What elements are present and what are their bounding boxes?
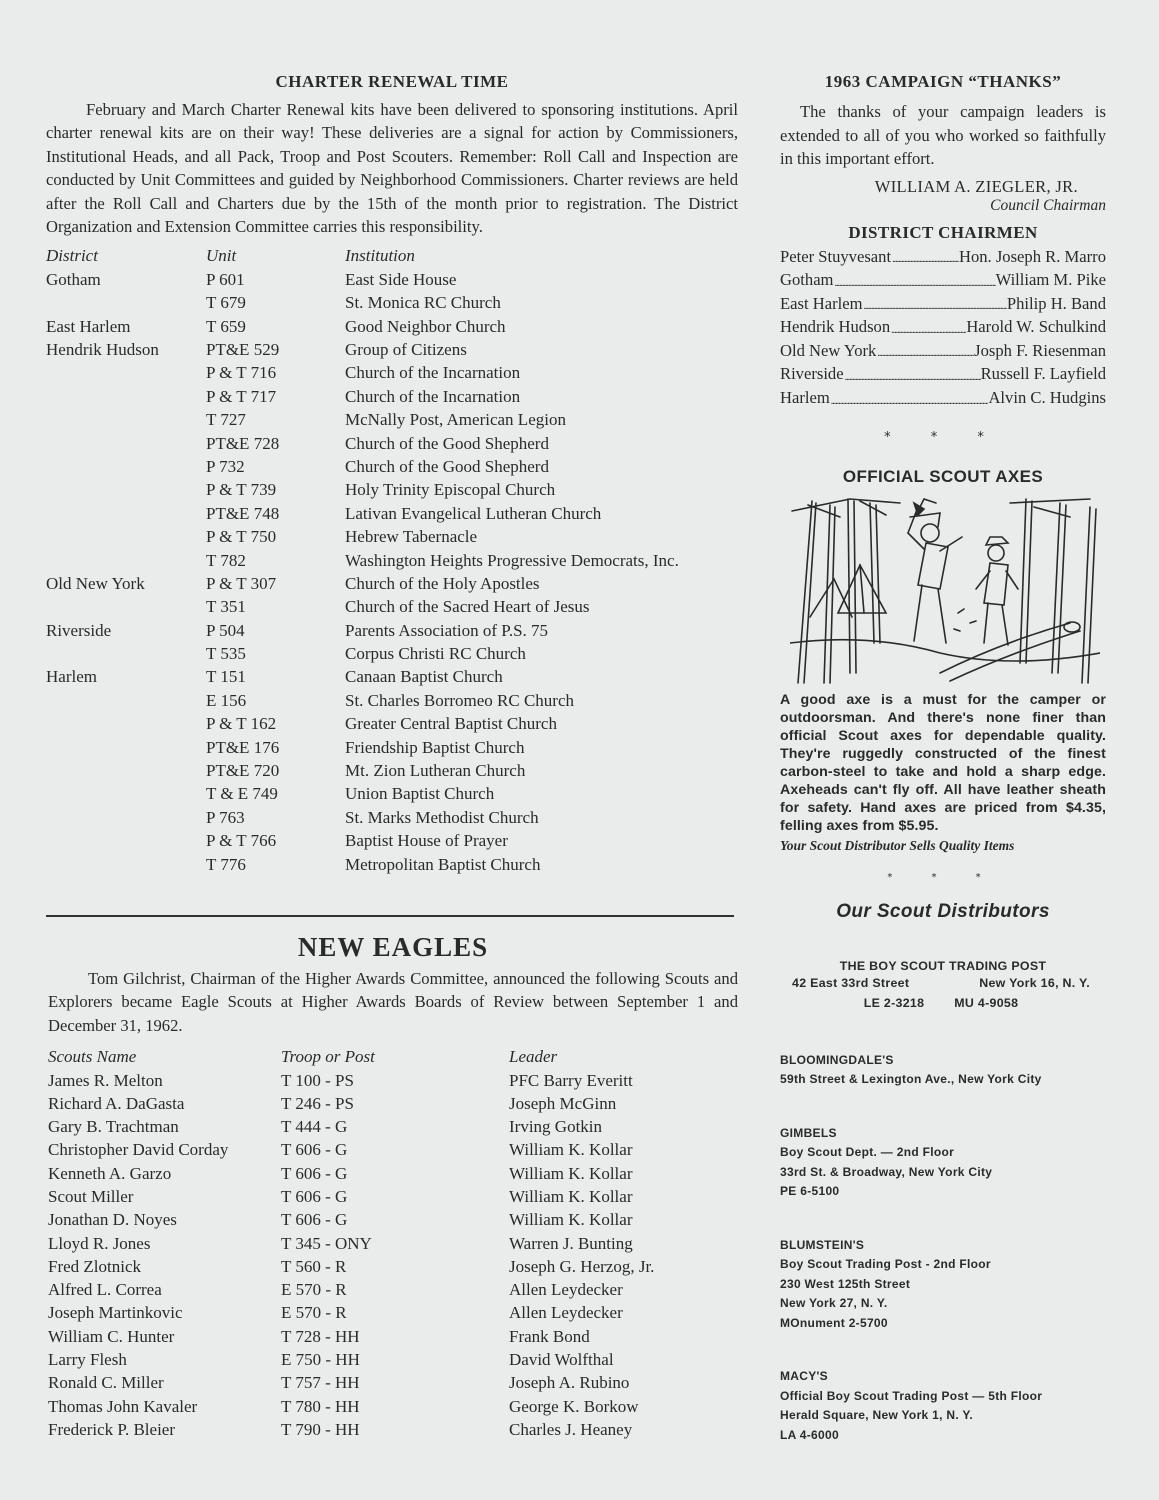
chairman-row [780, 245, 1106, 269]
store-entry [780, 1051, 1106, 1090]
trading-post-city: New York 16, N. Y. [979, 975, 1090, 990]
chairman-district: Harlem [780, 388, 830, 408]
eagle-leader: Allen Leydecker [509, 1280, 623, 1300]
charter-renewal-section [46, 72, 738, 876]
chairman-name: Alvin C. Hudgins [988, 388, 1106, 408]
charter-row [46, 829, 738, 852]
eagle-leader: Frank Bond [509, 1326, 590, 1346]
eagle-troop: T 606 - G [281, 1140, 348, 1160]
eagle-leader: Joseph A. Rubino [509, 1373, 630, 1393]
store-entry [780, 1236, 1106, 1334]
trading-post-phone-1: LE 2-3218 [863, 995, 925, 1010]
chairman-district: Riverside [780, 364, 844, 384]
eagle-row [48, 1185, 738, 1208]
charter-row [46, 689, 738, 712]
eagle-troop: E 570 - R [281, 1280, 347, 1300]
chairman-district: Old New York [780, 340, 877, 360]
eagle-leader: Allen Leydecker [509, 1303, 623, 1323]
charter-unit: P & T 716 [206, 363, 277, 383]
charter-heading: CHARTER RENEWAL TIME [275, 72, 509, 91]
eagle-troop: T 757 - HH [281, 1373, 360, 1393]
charter-row [46, 525, 738, 548]
charter-unit: P 763 [206, 807, 245, 827]
eagle-scout-name: Gary B. Trachtman [48, 1117, 179, 1137]
store-entry [780, 1124, 1106, 1202]
trading-post-name: THE BOY SCOUT TRADING POST [839, 958, 1047, 973]
charter-institution: Group of Citizens [345, 340, 467, 359]
thanks-heading: 1963 CAMPAIGN “THANKS” [824, 72, 1062, 91]
charter-institution: Parents Association of P.S. 75 [345, 620, 549, 640]
chairman-name: Harold W. Schulkind [966, 317, 1106, 337]
eagle-troop: T 560 - R [281, 1256, 347, 1276]
leader-dots [862, 299, 1006, 315]
charter-table [46, 244, 738, 876]
eagle-row [48, 1115, 738, 1138]
eagle-scout-name: Frederick P. Bleier [48, 1419, 175, 1439]
col-leader: Leader [509, 1047, 558, 1067]
separator-stars-2: * * * [887, 871, 999, 883]
district-chairmen-list [780, 245, 1106, 410]
charter-institution: Church of the Sacred Heart of Jesus [345, 597, 590, 617]
chairman-name: Philip H. Band [1006, 293, 1106, 313]
charter-unit: PT&E 720 [206, 761, 280, 781]
eagle-troop: T 100 - PS [281, 1070, 354, 1090]
eagle-leader: Joseph McGinn [509, 1093, 617, 1113]
store-line: Official Boy Scout Trading Post — 5th Floor [780, 1388, 1043, 1403]
charter-institution: Church of the Good Shepherd [345, 456, 549, 476]
charter-institution: Corpus Christi RC Church [345, 644, 526, 664]
axes-heading: OFFICIAL SCOUT AXES [842, 466, 1044, 486]
charter-row [46, 408, 738, 431]
charter-institution: Canaan Baptist Church [345, 667, 503, 687]
leader-dots [844, 370, 981, 386]
charter-district: East Harlem [46, 316, 131, 336]
store-line: 33rd St. & Broadway, New York City [780, 1164, 993, 1179]
district-chairmen-heading: DISTRICT CHAIRMEN [848, 222, 1038, 242]
store-line: PE 6-5100 [780, 1184, 840, 1199]
eagle-troop: T 606 - G [281, 1187, 348, 1206]
charter-unit: T 151 [206, 667, 246, 687]
eagle-scout-name: Ronald C. Miller [48, 1373, 164, 1393]
chairman-row [780, 268, 1106, 292]
charter-institution: Washington Heights Progressive Democrats, Inc. [345, 550, 679, 570]
eagle-scout-name: Lloyd R. Jones [48, 1233, 151, 1253]
charter-unit: P & T 307 [206, 573, 277, 593]
chairman-name: Hon. Joseph R. Marro [958, 246, 1106, 266]
charter-row [46, 759, 738, 782]
charter-unit: T 776 [206, 854, 246, 874]
store-entry [780, 1367, 1106, 1445]
eagle-row [48, 1325, 738, 1348]
right-column [780, 72, 1106, 1445]
thanks-paragraph: The thanks of your campaign leaders is extended to all of you who worked so faithfully in this important effort. [780, 102, 1106, 168]
eagles-heading: NEW EAGLES [297, 932, 489, 962]
chairman-row [780, 362, 1106, 386]
charter-row [46, 853, 738, 876]
eagle-scout-name: James R. Melton [48, 1070, 163, 1090]
chairman-row [780, 339, 1106, 363]
eagle-row [48, 1418, 738, 1441]
eagle-leader: William K. Kollar [509, 1210, 633, 1230]
charter-row [46, 572, 738, 595]
chairman-district: Gotham [780, 270, 834, 290]
chairman-row [780, 386, 1106, 410]
chairman-district: East Harlem [780, 293, 863, 313]
eagle-scout-name: Scout Miller [48, 1187, 134, 1206]
charter-unit: T 727 [206, 410, 246, 430]
store-line: New York 27, N. Y. [780, 1296, 888, 1311]
charter-paragraph: February and March Charter Renewal kits have been delivered to sponsoring institutions. April charter renewal kits are on their way! These deliveries are a signal for action by Commissioners, Institutional Heads, and all Pack, Troop and Post Scouters. Remember: Roll Call and Inspection are conducted by Unit Committees and guided by Neighborhood Commissioners. Charter reviews are held after the Roll Call and Charters due by the 15th of the month prior to registration. The District Organization and Extension Committee carries this responsibility. [46, 100, 738, 237]
section-divider [46, 915, 734, 917]
store-line: 59th Street & Lexington Ave., New York City [780, 1072, 1042, 1087]
charter-institution: East Side House [345, 269, 457, 289]
store-list [780, 1051, 1106, 1446]
charter-institution: St. Charles Borromeo RC Church [345, 690, 575, 710]
eagle-troop: T 728 - HH [281, 1326, 360, 1346]
charter-unit: PT&E 529 [206, 340, 280, 359]
store-name: GIMBELS [780, 1125, 837, 1140]
col-institution: Institution [345, 246, 415, 266]
charter-unit: T 782 [206, 550, 246, 570]
eagle-leader: William K. Kollar [509, 1187, 633, 1206]
store-line: Herald Square, New York 1, N. Y. [780, 1408, 974, 1423]
charter-row [46, 478, 738, 501]
scouts-chopping-wood-illustration [790, 493, 1100, 687]
charter-unit: T 659 [206, 316, 246, 336]
store-line: MOnument 2-5700 [780, 1315, 888, 1330]
charter-institution: Greater Central Baptist Church [345, 714, 557, 734]
separator-stars: * * * [884, 429, 1002, 445]
eagle-row [48, 1092, 738, 1115]
eagle-troop: T 246 - PS [281, 1093, 354, 1113]
charter-row [46, 315, 738, 338]
eagle-leader: William K. Kollar [509, 1140, 633, 1160]
store-name: MACY'S [780, 1369, 828, 1384]
charter-row [46, 455, 738, 478]
eagle-scout-name: Alfred L. Correa [48, 1280, 162, 1300]
eagle-troop: E 570 - R [281, 1303, 347, 1323]
charter-row [46, 291, 738, 314]
eagle-row [48, 1162, 738, 1185]
col-unit: Unit [206, 246, 237, 266]
chairman-name: William M. Pike [995, 270, 1106, 290]
charter-unit: P & T 739 [206, 480, 277, 500]
charter-row [46, 619, 738, 642]
charter-unit: P 601 [206, 269, 245, 289]
charter-row [46, 361, 738, 384]
charter-district: Old New York [46, 573, 145, 593]
chairman-district: Hendrik Hudson [780, 317, 891, 337]
store-line: Boy Scout Dept. — 2nd Floor [780, 1145, 955, 1160]
eagle-scout-name: Fred Zlotnick [48, 1256, 142, 1276]
eagle-scout-name: Kenneth A. Garzo [48, 1163, 172, 1183]
col-district: District [46, 246, 98, 266]
charter-row [46, 712, 738, 735]
eagle-scout-name: Larry Flesh [48, 1350, 127, 1370]
charter-institution: Holy Trinity Episcopal Church [345, 480, 556, 500]
eagle-troop: T 606 - G [281, 1210, 348, 1230]
charter-district: Harlem [46, 667, 97, 687]
charter-institution: Mt. Zion Lutheran Church [345, 761, 526, 781]
charter-unit: P & T 766 [206, 831, 277, 851]
charter-institution: Lativan Evangelical Lutheran Church [345, 503, 602, 523]
eagle-scout-name: Thomas John Kavaler [48, 1396, 198, 1416]
charter-row [46, 385, 738, 408]
charter-unit: P 504 [206, 620, 245, 640]
charter-unit: P & T 162 [206, 714, 277, 734]
charter-unit: T & E 749 [206, 784, 278, 804]
eagles-paragraph: Tom Gilchrist, Chairman of the Higher Awards Committee, announced the following Scouts and Explorers became Eagle Scouts at Higher Awards Boards of Review between September 1 and December 31, 1962. [48, 969, 738, 1035]
charter-institution: Hebrew Tabernacle [345, 527, 478, 547]
charter-row [46, 338, 738, 361]
charter-unit: PT&E 728 [206, 433, 280, 453]
charter-institution: St. Monica RC Church [345, 293, 501, 313]
charter-row [46, 432, 738, 455]
chairman-district: Peter Stuyvesant [780, 246, 892, 266]
distributors-heading: Our Scout Distributors [836, 900, 1050, 922]
charter-institution: Church of the Holy Apostles [345, 573, 540, 593]
eagle-leader: George K. Borkow [509, 1396, 639, 1416]
new-eagles-section [48, 932, 738, 1441]
trading-post-phones [780, 993, 1106, 1013]
store-line: 230 West 125th Street [780, 1276, 911, 1291]
eagle-scout-name: Jonathan D. Noyes [48, 1210, 177, 1230]
charter-row [46, 642, 738, 665]
charter-unit: P 732 [206, 456, 245, 476]
charter-unit: T 351 [206, 597, 246, 617]
trading-post-block [780, 959, 1106, 1013]
charter-district: Gotham [46, 269, 101, 289]
eagle-row [48, 1255, 738, 1278]
eagle-scout-name: Richard A. DaGasta [48, 1093, 185, 1113]
eagle-row [48, 1138, 738, 1161]
signer-title: Council Chairman [990, 196, 1106, 214]
eagle-leader: Irving Gotkin [509, 1117, 603, 1137]
charter-institution: Baptist House of Prayer [345, 831, 508, 851]
eagle-scout-name: Joseph Martinkovic [48, 1303, 183, 1323]
charter-district: Hendrik Hudson [46, 340, 159, 359]
leader-dots [891, 252, 959, 268]
charter-row [46, 782, 738, 805]
eagle-row [48, 1069, 738, 1092]
charter-table-header [46, 244, 738, 267]
eagle-row [48, 1301, 738, 1324]
eagle-leader: William K. Kollar [509, 1163, 633, 1183]
eagle-row [48, 1348, 738, 1371]
eagle-leader: Charles J. Heaney [509, 1419, 633, 1439]
eagle-troop: T 780 - HH [281, 1396, 360, 1416]
charter-row [46, 736, 738, 759]
charter-district: Riverside [46, 620, 112, 640]
charter-row [46, 665, 738, 688]
trading-post-phone-2: MU 4-9058 [954, 995, 1019, 1010]
leader-dots [876, 346, 974, 362]
axes-tagline: Your Scout Distributor Sells Quality Items [780, 837, 1015, 853]
charter-institution: Good Neighbor Church [345, 316, 506, 336]
eagle-troop: T 444 - G [281, 1117, 348, 1137]
trading-post-street: 42 East 33rd Street [792, 975, 910, 990]
eagle-troop: T 790 - HH [281, 1419, 360, 1439]
chairman-name: Josph F. Riesenman [974, 340, 1106, 360]
eagles-table [48, 1045, 738, 1441]
charter-row [46, 806, 738, 829]
leader-dots [890, 323, 966, 339]
store-name: BLOOMINGDALE'S [780, 1052, 894, 1067]
eagle-row [48, 1278, 738, 1301]
charter-institution: Friendship Baptist Church [345, 737, 525, 757]
charter-unit: PT&E 748 [206, 503, 280, 523]
eagle-leader: PFC Barry Everitt [509, 1070, 633, 1090]
chairman-name: Russell F. Layfield [980, 364, 1106, 384]
charter-institution: Church of the Incarnation [345, 363, 521, 383]
charter-row [46, 268, 738, 291]
chairman-row [780, 315, 1106, 339]
eagle-leader: Warren J. Bunting [509, 1233, 633, 1253]
charter-unit: P & T 750 [206, 527, 277, 547]
charter-row [46, 595, 738, 618]
charter-institution: Metropolitan Baptist Church [345, 854, 541, 874]
chairman-row [780, 292, 1106, 316]
eagle-row [48, 1371, 738, 1394]
charter-institution: McNally Post, American Legion [345, 410, 566, 430]
eagles-table-header [48, 1045, 738, 1068]
store-line: LA 4-6000 [780, 1427, 839, 1442]
eagle-troop: T 345 - ONY [281, 1233, 372, 1253]
eagle-row [48, 1208, 738, 1231]
charter-institution: Union Baptist Church [345, 784, 495, 804]
charter-unit: T 679 [206, 293, 246, 313]
eagle-row [48, 1232, 738, 1255]
charter-row [46, 549, 738, 572]
eagle-leader: Joseph G. Herzog, Jr. [509, 1256, 655, 1276]
charter-institution: Church of the Incarnation [345, 386, 521, 406]
eagle-leader: David Wolfthal [509, 1350, 614, 1370]
store-name: BLUMSTEIN'S [780, 1237, 865, 1252]
eagle-scout-name: William C. Hunter [48, 1326, 175, 1346]
col-scout-name: Scouts Name [48, 1047, 137, 1067]
signer-name: WILLIAM A. ZIEGLER, JR. [874, 176, 1078, 196]
leader-dots [833, 276, 995, 292]
store-line: Boy Scout Trading Post - 2nd Floor [780, 1257, 991, 1272]
charter-institution: St. Marks Methodist Church [345, 807, 539, 827]
eagle-row [48, 1395, 738, 1418]
charter-unit: P & T 717 [206, 386, 277, 406]
axes-description: A good axe is a must for the camper or outdoorsman. And there's none finer than official Scout axes for dependable quality. They're ruggedly constructed of the finest carbon-steel to take and hold a sharp edge. Axeheads can't fly off. All have leather sheath for safety. Hand axes are priced from $4.35, felling axes from $5.95. [780, 691, 1106, 834]
col-troop: Troop or Post [281, 1047, 375, 1067]
charter-unit: PT&E 176 [206, 737, 280, 757]
charter-row [46, 502, 738, 525]
charter-unit: T 535 [206, 644, 246, 664]
eagle-troop: E 750 - HH [281, 1350, 360, 1370]
eagle-scout-name: Christopher David Corday [48, 1140, 229, 1160]
leader-dots [830, 394, 989, 410]
charter-institution: Church of the Good Shepherd [345, 433, 549, 453]
eagle-troop: T 606 - G [281, 1163, 348, 1183]
charter-unit: E 156 [206, 690, 247, 710]
trading-post-address [780, 973, 1106, 993]
